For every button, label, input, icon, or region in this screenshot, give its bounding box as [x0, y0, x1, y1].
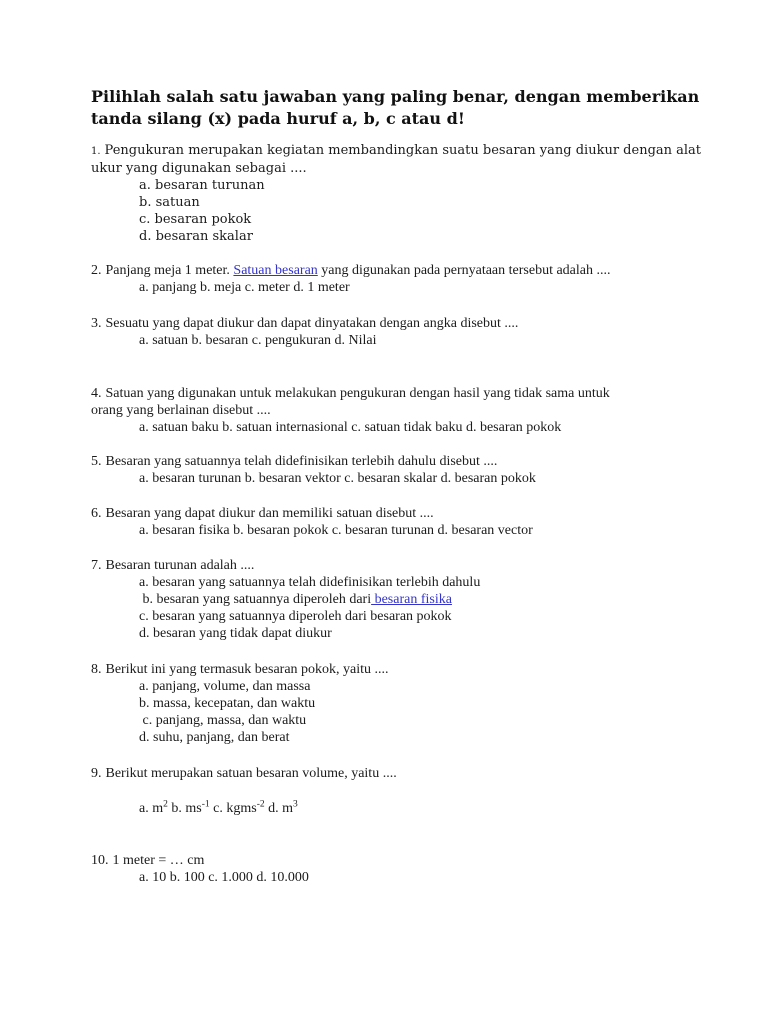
question-2 [91, 262, 688, 296]
question-5-text: 5. Besaran yang satuannya telah didefinisikan terlebih dahulu disebut .... [91, 454, 498, 469]
question-3-text: 3. Sesuatu yang dapat diukur dan dapat dinyatakan dengan angka disebut .... [91, 316, 519, 331]
question-2-text [91, 262, 688, 279]
question-5-number: 5. [91, 454, 102, 469]
question-2-text-after: yang digunakan pada pernyataan tersebut adalah .... [317, 263, 611, 278]
question-4-text-line-2: orang yang berlainan disebut .... [91, 403, 271, 418]
besaran-fisika-link[interactable]: besaran fisika [371, 592, 452, 607]
question-10-text: 10. 1 meter = … cm [91, 853, 205, 868]
question-5-options-line: a. besaran turunan b. besaran vektor c. besaran skalar d. besaran pokok [139, 471, 536, 486]
question-8-text: 8. Berikut ini yang termasuk besaran pokok, yaitu .... [91, 662, 389, 677]
question-1-text-line-1 [91, 142, 702, 160]
question-5 [91, 453, 688, 487]
question-2-options [91, 279, 688, 296]
question-7-option-d: d. besaran yang tidak dapat diukur [139, 626, 332, 641]
question-10-options [91, 869, 688, 886]
question-3-number: 3. [91, 316, 102, 331]
question-7-number: 7. [91, 558, 102, 573]
question-3-options-line: a. satuan b. besaran c. pengukuran d. Nilai [139, 333, 377, 348]
question-1-option-c: c. besaran pokok [139, 212, 252, 227]
question-9 [91, 765, 688, 817]
question-9-options [91, 800, 688, 817]
instruction-line-1: Pilihlah salah satu jawaban yang paling benar, dengan memberikan [91, 87, 700, 106]
instruction-line-2: tanda silang (x) pada huruf a, b, c atau d! [91, 109, 465, 128]
question-8-option-a: a. panjang, volume, dan massa [139, 679, 311, 694]
question-2-text-before: Panjang meja 1 meter. [105, 263, 234, 278]
question-1 [91, 142, 702, 245]
question-6 [91, 505, 688, 539]
question-10 [91, 852, 688, 886]
question-7-option-b: b. besaran yang satuannya diperoleh dari besaran fisika [139, 592, 452, 607]
question-10-number: 10. [91, 853, 109, 868]
question-9-number: 9. [91, 766, 102, 781]
question-6-number: 6. [91, 506, 102, 521]
question-1-number: 1. [91, 146, 101, 157]
question-6-options-line: a. besaran fisika b. besaran pokok c. besaran turunan d. besaran vector [139, 523, 533, 538]
question-1-option-b: b. satuan [139, 195, 200, 210]
question-9-options-line: a. $m^2$ b. $ms^{-1}$ c. kgms$^{-2}$ d. $m^3$ [139, 799, 298, 816]
question-4 [91, 385, 688, 436]
question-2-options-line: a. panjang b. meja c. meter d. 1 meter [139, 280, 350, 295]
question-4-options [91, 419, 688, 436]
question-7-option-c: c. besaran yang satuannya diperoleh dari besaran pokok [139, 609, 452, 624]
satuan-besaran-link[interactable]: Satuan besaran [233, 263, 318, 278]
question-8-number: 8. [91, 662, 102, 677]
question-4-options-line: a. satuan baku b. satuan internasional c. satuan tidak baku d. besaran pokok [139, 420, 562, 435]
exam-instructions [91, 86, 700, 130]
question-4-text-line-1: 4. Satuan yang digunakan untuk melakukan pengukuran dengan hasil yang tidak sama untuk [91, 386, 610, 401]
question-4-number: 4. [91, 386, 102, 401]
question-3-options [91, 332, 688, 349]
question-1-options [91, 177, 688, 245]
question-2-number: 2. [91, 263, 102, 278]
question-7-text: 7. Besaran turunan adalah .... [91, 558, 255, 573]
question-1-option-a: a. besaran turunan [139, 178, 265, 193]
question-8-option-b: b. massa, kecepatan, dan waktu [139, 696, 316, 711]
question-3 [91, 315, 688, 349]
question-5-options [91, 470, 688, 487]
question-6-options [91, 522, 688, 539]
question-1-option-d: d. besaran skalar [139, 229, 253, 244]
question-1-text-line-2: ukur yang digunakan sebagai .... [91, 161, 307, 176]
question-8-option-d: d. suhu, panjang, dan berat [139, 730, 290, 745]
question-7 [91, 557, 688, 642]
question-8 [91, 661, 688, 746]
question-10-options-line: a. 10 b. 100 c. 1.000 d. 10.000 [139, 870, 309, 885]
question-7-options [91, 574, 688, 642]
question-9-text: 9. Berikut merupakan satuan besaran volume, yaitu .... [91, 766, 397, 781]
question-7-option-a: a. besaran yang satuannya telah didefinisikan terlebih dahulu [139, 575, 481, 590]
question-8-options [91, 678, 688, 746]
question-1-text: Pengukuran merupakan kegiatan membandingkan suatu besaran yang diukur dengan alat [104, 143, 702, 158]
question-6-text: 6. Besaran yang dapat diukur dan memiliki satuan disebut .... [91, 506, 434, 521]
question-8-option-c: c. panjang, massa, dan waktu [139, 713, 307, 728]
